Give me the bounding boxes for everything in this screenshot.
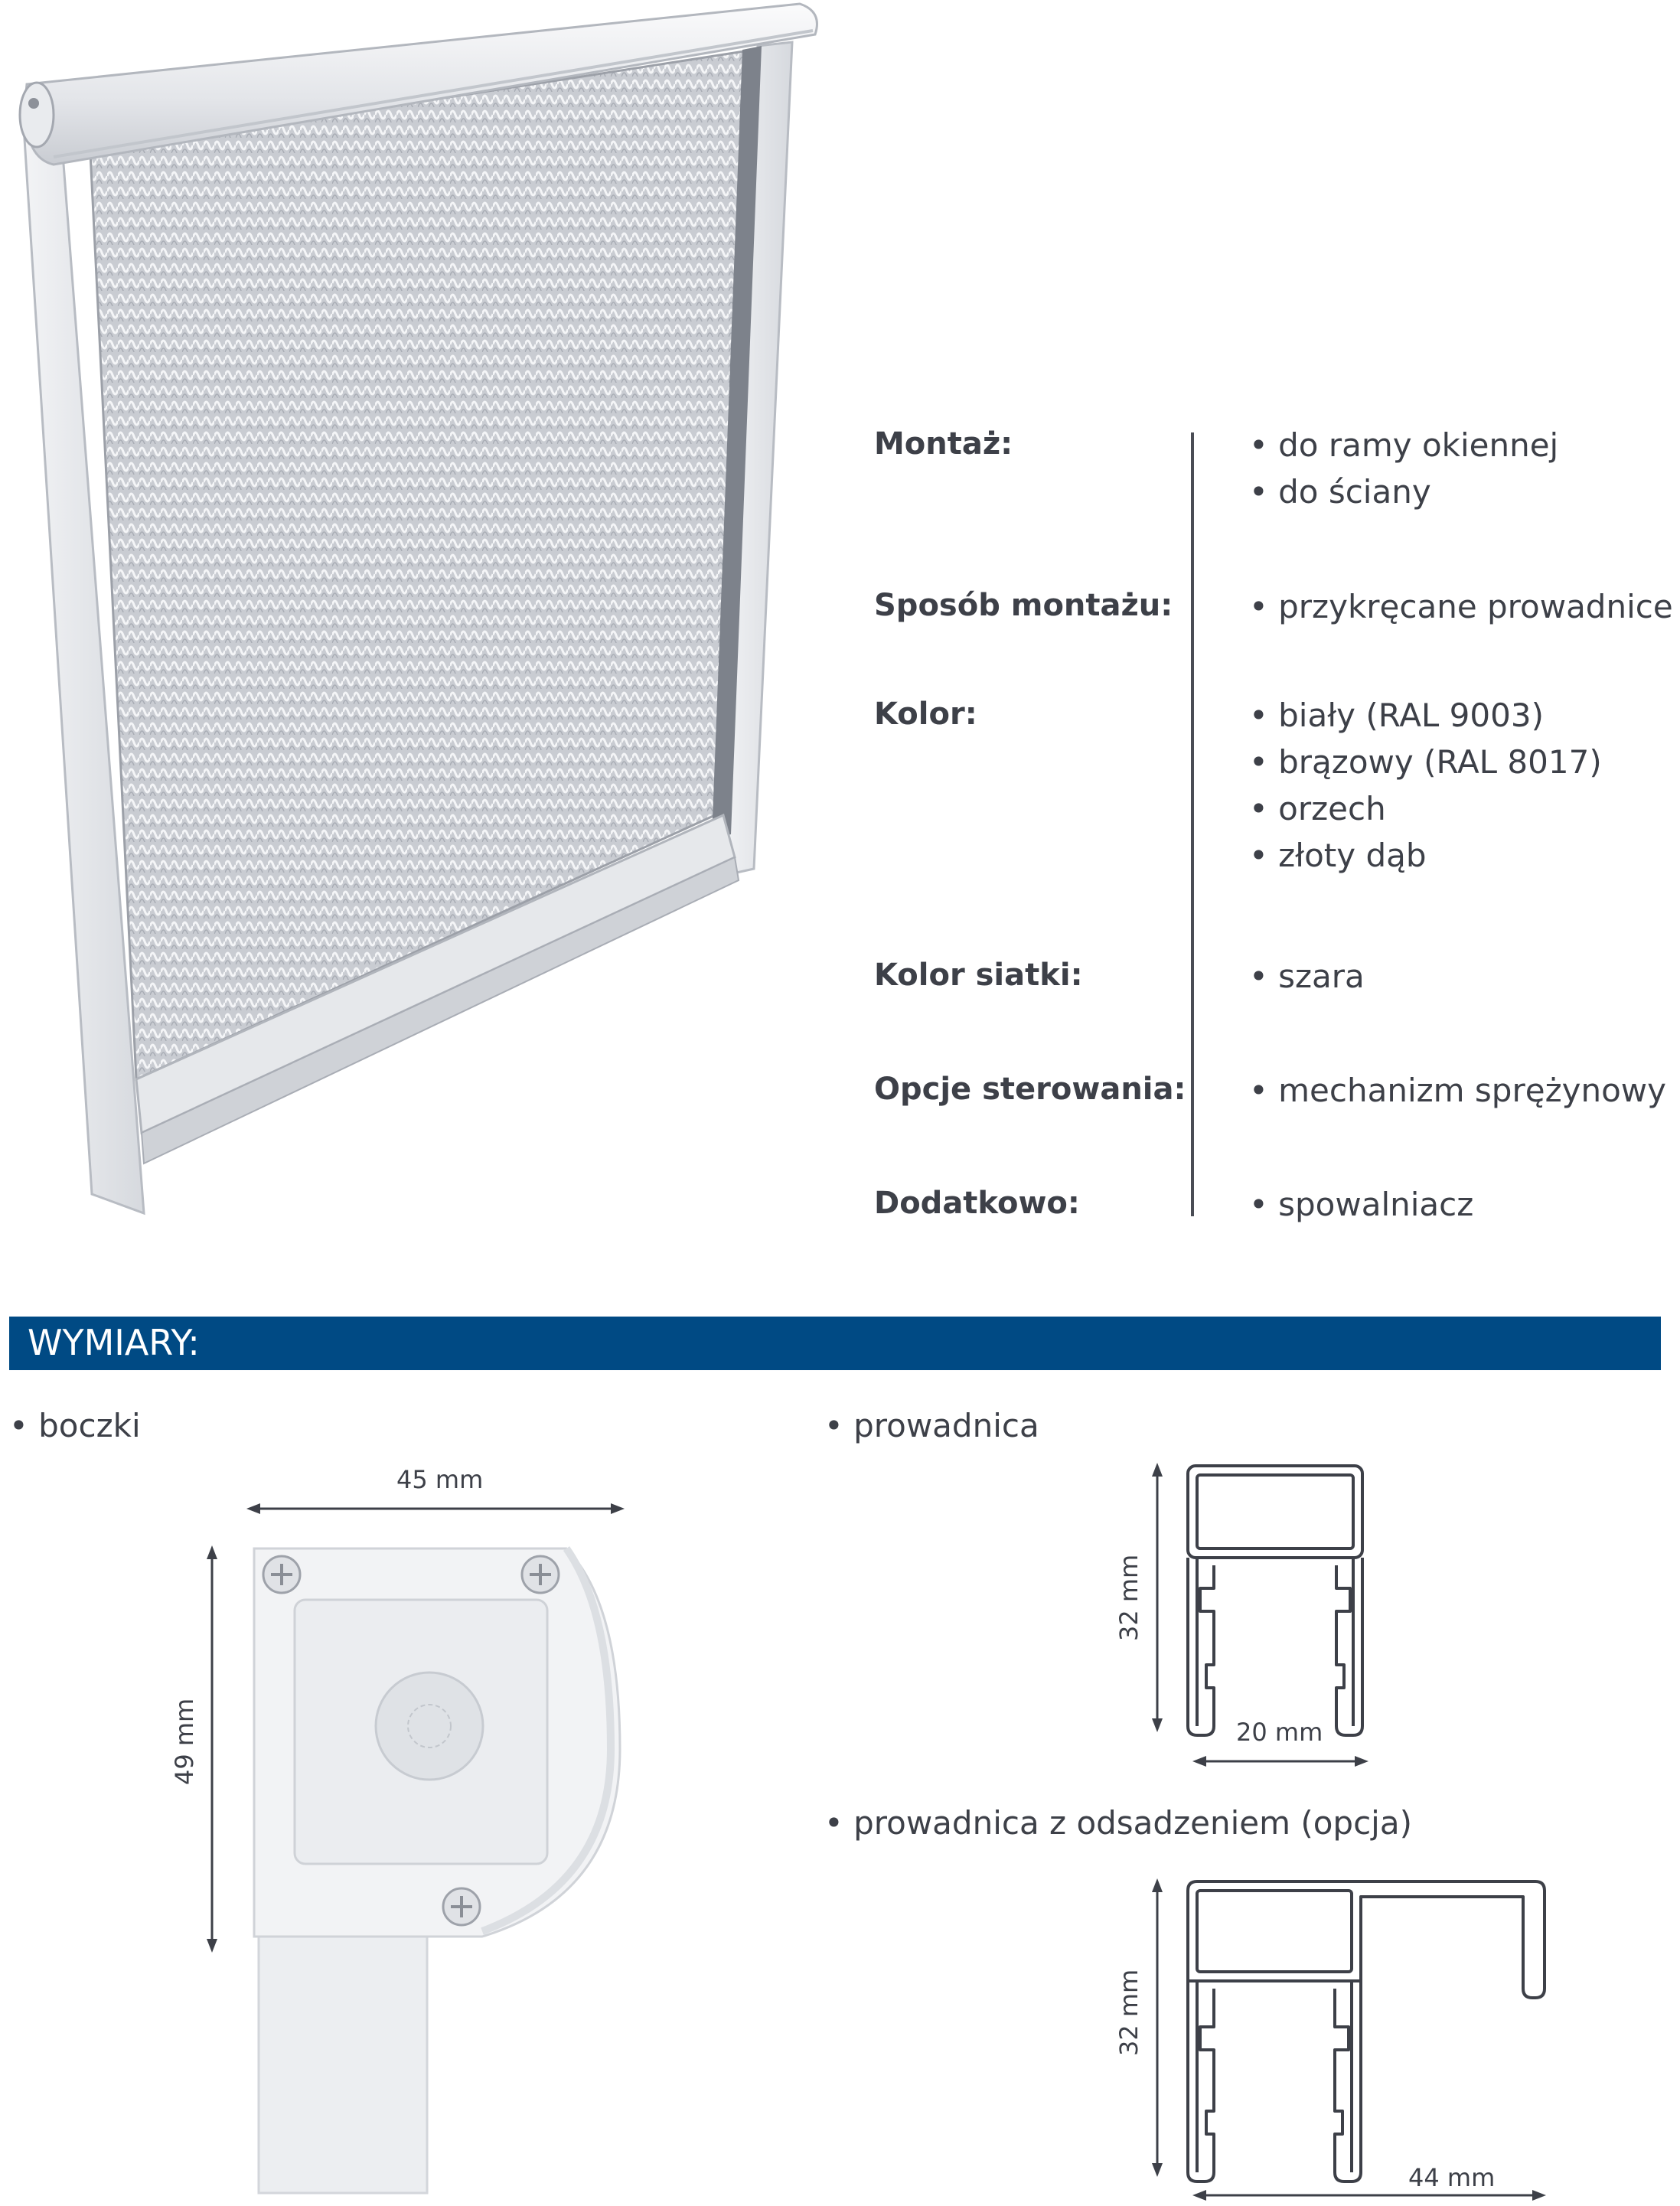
spec-value: • do ramy okiennej bbox=[1249, 426, 1559, 464]
guide-rail-label: • prowadnica bbox=[824, 1407, 1039, 1444]
spec-value: • złoty dąb bbox=[1249, 837, 1427, 874]
offset-guide-drawing bbox=[1140, 1874, 1569, 2203]
section-band bbox=[9, 1317, 1661, 1370]
offset-guide-height: 32 mm bbox=[1114, 1969, 1143, 2056]
spec-label: Sposób montażu: bbox=[874, 588, 1173, 623]
spec-values bbox=[1249, 953, 1365, 1000]
side-cap-drawing bbox=[191, 1496, 651, 2201]
spec-value: • biały (RAL 9003) bbox=[1249, 697, 1544, 734]
guide-rail-height: 32 mm bbox=[1114, 1554, 1143, 1641]
spec-value: • szara bbox=[1249, 958, 1365, 995]
spec-values bbox=[1249, 583, 1673, 630]
spec-value: • brązowy (RAL 8017) bbox=[1249, 743, 1602, 781]
side-cap-height: 49 mm bbox=[170, 1698, 199, 1785]
offset-guide-label: • prowadnica z odsadzeniem (opcja) bbox=[824, 1804, 1412, 1842]
spec-value: • przykręcane prowadnice bbox=[1249, 588, 1673, 625]
spec-value: • mechanizm sprężynowy bbox=[1249, 1072, 1666, 1109]
product-illustration bbox=[0, 0, 842, 1240]
spec-label: Montaż: bbox=[874, 426, 1013, 462]
guide-rail-drawing bbox=[1140, 1458, 1385, 1772]
offset-guide-width: 44 mm bbox=[1408, 2163, 1496, 2192]
spec-label: Opcje sterowania: bbox=[874, 1072, 1186, 1107]
spec-values bbox=[1249, 692, 1602, 879]
spec-value: • do ściany bbox=[1249, 473, 1431, 511]
spec-label: Dodatkowo: bbox=[874, 1186, 1080, 1221]
spec-value: • orzech bbox=[1249, 790, 1386, 827]
spec-divider bbox=[1191, 432, 1194, 1216]
spec-label: Kolor: bbox=[874, 697, 977, 732]
section-title: WYMIARY: bbox=[28, 1322, 200, 1363]
guide-rail-width: 20 mm bbox=[1236, 1718, 1323, 1747]
spec-label: Kolor siatki: bbox=[874, 958, 1083, 993]
spec-values bbox=[1249, 422, 1558, 515]
side-cap-width: 45 mm bbox=[396, 1465, 484, 1494]
spec-value: • spowalniacz bbox=[1249, 1186, 1474, 1223]
spec-values bbox=[1249, 1067, 1666, 1114]
spec-values bbox=[1249, 1181, 1473, 1228]
side-cap-label: • boczki bbox=[9, 1407, 141, 1444]
